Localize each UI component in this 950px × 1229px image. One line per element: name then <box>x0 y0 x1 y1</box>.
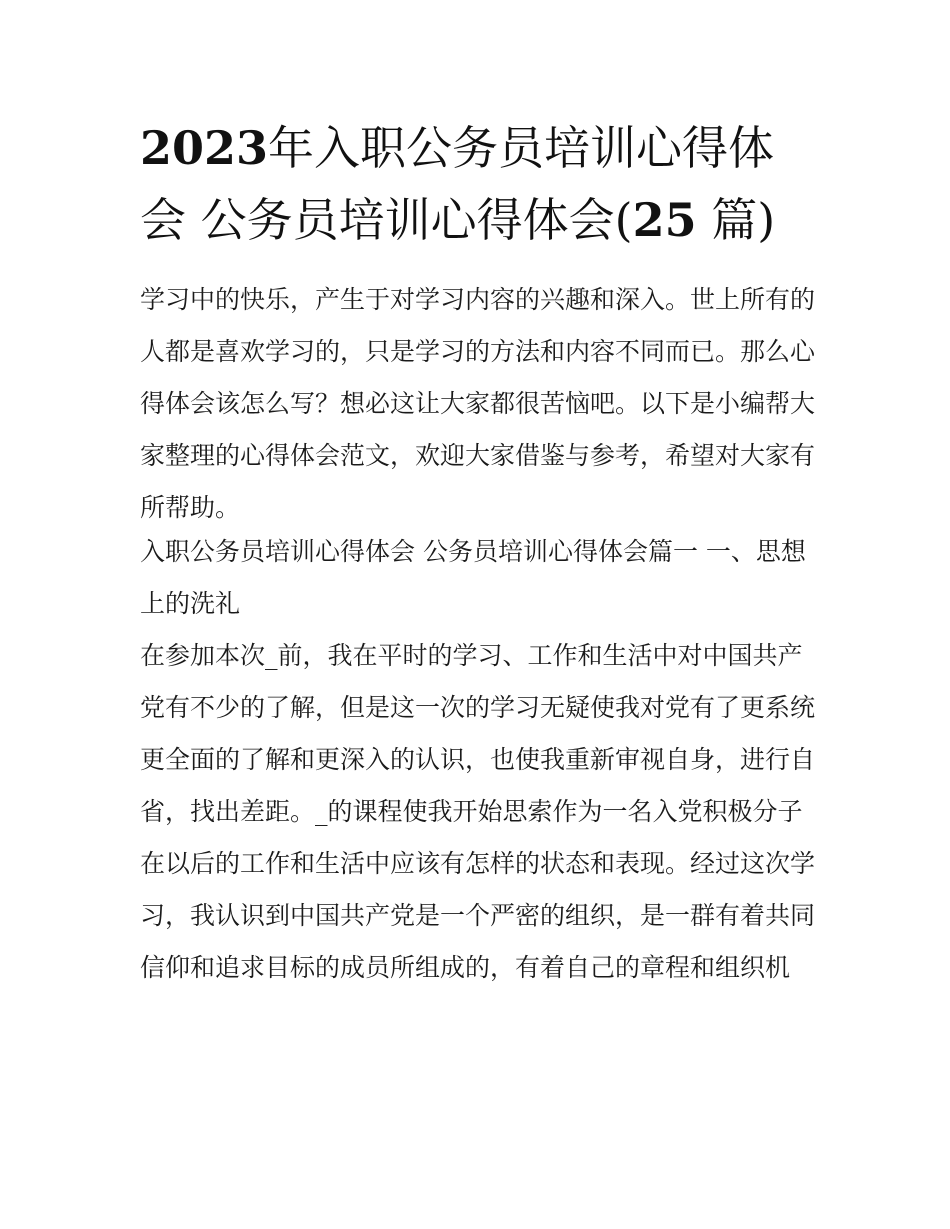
main-paragraph <box>140 630 820 994</box>
document-title <box>140 112 820 256</box>
title-year: 2023 <box>140 121 269 175</box>
main-line: 党有不少的了解，但是这一次的学习无疑使我对党有了更系统 <box>140 693 816 722</box>
title-line-2 <box>140 184 820 256</box>
title-count: 25 <box>632 193 697 247</box>
section-heading-line: 入职公务员培训心得体会 公务员培训心得体会篇一 一、思想 <box>140 537 806 566</box>
section-heading <box>140 526 820 630</box>
main-line: 习，我认识到中国共产党是一个严密的组织，是一群有着共同 <box>140 901 816 930</box>
title-line-1-text: 年入职公务员培训心得体 <box>268 121 775 175</box>
intro-line: 家整理的心得体会范文，欢迎大家借鉴与参考，希望对大家有 <box>140 441 816 470</box>
title-line-1 <box>140 112 820 184</box>
intro-line: 人都是喜欢学习的，只是学习的方法和内容不同而已。那么心 <box>140 337 816 366</box>
intro-line: 所帮助。 <box>140 493 241 522</box>
title-line-2-text: 会 公务员培训心得体会( <box>140 193 633 247</box>
intro-paragraph <box>140 274 820 534</box>
main-line: 更全面的了解和更深入的认识，也使我重新审视自身，进行自 <box>140 745 816 774</box>
main-line: 在以后的工作和生活中应该有怎样的状态和表现。经过这次学 <box>140 849 816 878</box>
intro-line: 得体会该怎么写？想必这让大家都很苦恼吧。以下是小编帮大 <box>140 389 816 418</box>
main-line: 在参加本次_前，我在平时的学习、工作和生活中对中国共产 <box>140 641 803 670</box>
section-heading-line: 上的洗礼 <box>140 589 241 618</box>
main-line: 信仰和追求目标的成员所组成的，有着自己的章程和组织机 <box>140 953 791 982</box>
title-line-2-end: 篇) <box>696 193 776 247</box>
intro-line: 学习中的快乐，产生于对学习内容的兴趣和深入。世上所有的 <box>140 285 816 314</box>
main-line: 省，找出差距。_的课程使我开始思索作为一名入党积极分子 <box>140 797 803 826</box>
